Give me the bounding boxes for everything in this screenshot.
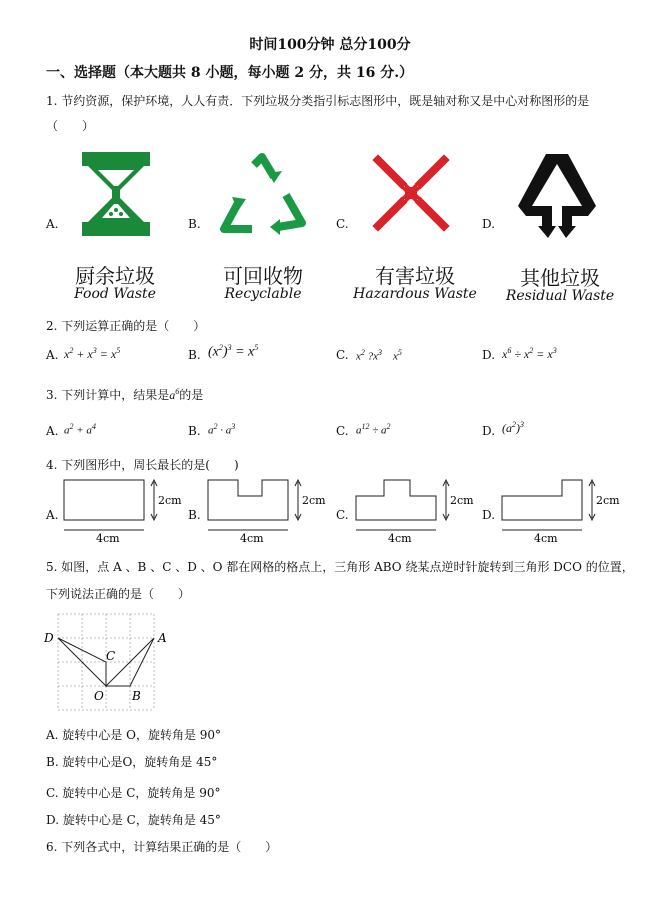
q1-a-en-label: Food Waste [74, 286, 156, 302]
q4-b-height-label: 2cm [302, 494, 326, 507]
q5-option-b: B. 旋转中心是O，旋转角是 45° [46, 755, 218, 769]
q4-d-width-label: 4cm [534, 532, 558, 545]
q1-b-en-label: Recyclable [224, 286, 302, 302]
cross-arrows-icon [372, 154, 450, 232]
question-4-text: 4. 下列图形中，周长最长的是( ) [46, 458, 239, 472]
q3-option-d-letter: D. [482, 424, 496, 438]
q5-option-d: D. 旋转中心是 C，旋转角是 45° [46, 813, 221, 827]
question-1-text: 1. 节约资源，保护环境，人人有责．下列垃圾分类指引标志图形中，既是轴对称又是中心对称图形的是 [46, 94, 590, 108]
q3-option-b-letter: B. [188, 424, 201, 438]
q4-figure-d [498, 478, 628, 544]
section-title: 一、选择题（本大题共 8 小题，每小题 2 分，共 16 分.） [46, 65, 414, 81]
q3-text-pre: 3. 下列计算中，结果是 [46, 388, 170, 402]
q2-option-a-letter: A. [46, 348, 59, 362]
q1-option-c-letter: C. [336, 217, 349, 231]
q2-option-c-letter: C. [336, 348, 349, 362]
q4-a-width-label: 4cm [96, 532, 120, 545]
q4-c-width-label: 4cm [388, 532, 412, 545]
q5-point-c: C [106, 649, 116, 663]
q4-figure-a [60, 478, 190, 544]
q3-option-c-letter: C. [336, 424, 349, 438]
q5-point-b: B [132, 689, 141, 703]
q5-option-a: A. 旋转中心是 O，旋转角是 90° [46, 728, 222, 742]
q4-c-height-label: 2cm [450, 494, 474, 507]
q1-c-en-label: Hazardous Waste [353, 286, 477, 302]
q5-grid-figure [44, 612, 174, 712]
q1-option-d-letter: D. [482, 217, 496, 231]
q3-option-a-formula: $a^2 + a^4$ [64, 422, 96, 437]
q4-b-width-label: 4cm [240, 532, 264, 545]
q5-option-c: C. 旋转中心是 C，旋转角是 90° [46, 786, 221, 800]
q5-point-o: O [94, 689, 104, 703]
question-1-paren: （ ） [46, 119, 95, 133]
q1-option-a-letter: A. [46, 217, 59, 231]
q1-a-cn-label: 厨余垃圾 [75, 264, 155, 288]
q1-b-cn-label: 可回收物 [223, 264, 303, 288]
triangle-icon [516, 150, 598, 242]
q2-option-b-formula: $(x^2)^3 = x^5$ [208, 343, 259, 360]
q4-a-height-label: 2cm [158, 494, 182, 507]
q3-option-a-letter: A. [46, 424, 59, 438]
q3-target-power: $a^6$ [169, 387, 180, 402]
q3-option-b-formula: $a^2 \cdot a^3$ [208, 422, 236, 437]
q4-option-b-letter: B. [188, 508, 201, 522]
q4-figure-c [352, 478, 482, 544]
question-5-text-line2: 下列说法正确的是（ ） [46, 587, 191, 601]
q3-option-d-formula: $(a^2)^3$ [502, 420, 524, 435]
q2-option-b-letter: B. [188, 348, 201, 362]
q2-option-c-formula: $x^2$ $?x^3$ $x^5$ [356, 348, 402, 363]
q5-point-d: D [44, 631, 54, 645]
q2-option-d-formula: $x^6 \div x^2 = x^3$ [502, 346, 557, 361]
q1-d-en-label: Residual Waste [505, 288, 615, 304]
hourglass-icon [80, 150, 152, 238]
q4-d-height-label: 2cm [596, 494, 620, 507]
question-6-text: 6. 下列各式中，计算结果正确的是（ ） [46, 840, 278, 854]
exam-header: 时间100分钟 总分100分 [249, 37, 411, 53]
question-5-text-line1: 5. 如图，点 A 、B 、C 、D 、O 都在网格的格点上，三角形 ABO 绕某点逆时针旋转到三角形 DCO 的位置， [46, 560, 634, 574]
question-2-text: 2. 下列运算正确的是（ ） [46, 319, 206, 333]
recycle-icon [216, 153, 308, 235]
q4-option-a-letter: A. [46, 508, 59, 522]
q2-option-a-formula: $x^2 + x^3 = x^5$ [64, 346, 121, 361]
q2-option-d-letter: D. [482, 348, 496, 362]
q1-option-b-letter: B. [188, 217, 201, 231]
q5-point-a: A [158, 631, 167, 645]
q4-option-c-letter: C. [336, 508, 349, 522]
q3-option-c-formula: $a^{12} \div a^2$ [356, 422, 391, 437]
q1-c-cn-label: 有害垃圾 [375, 264, 455, 288]
q3-text-post: 的是 [179, 388, 204, 402]
q1-d-cn-label: 其他垃圾 [520, 266, 600, 290]
q4-option-d-letter: D. [482, 508, 496, 522]
q4-figure-b [204, 478, 334, 544]
question-3-text [46, 386, 203, 403]
